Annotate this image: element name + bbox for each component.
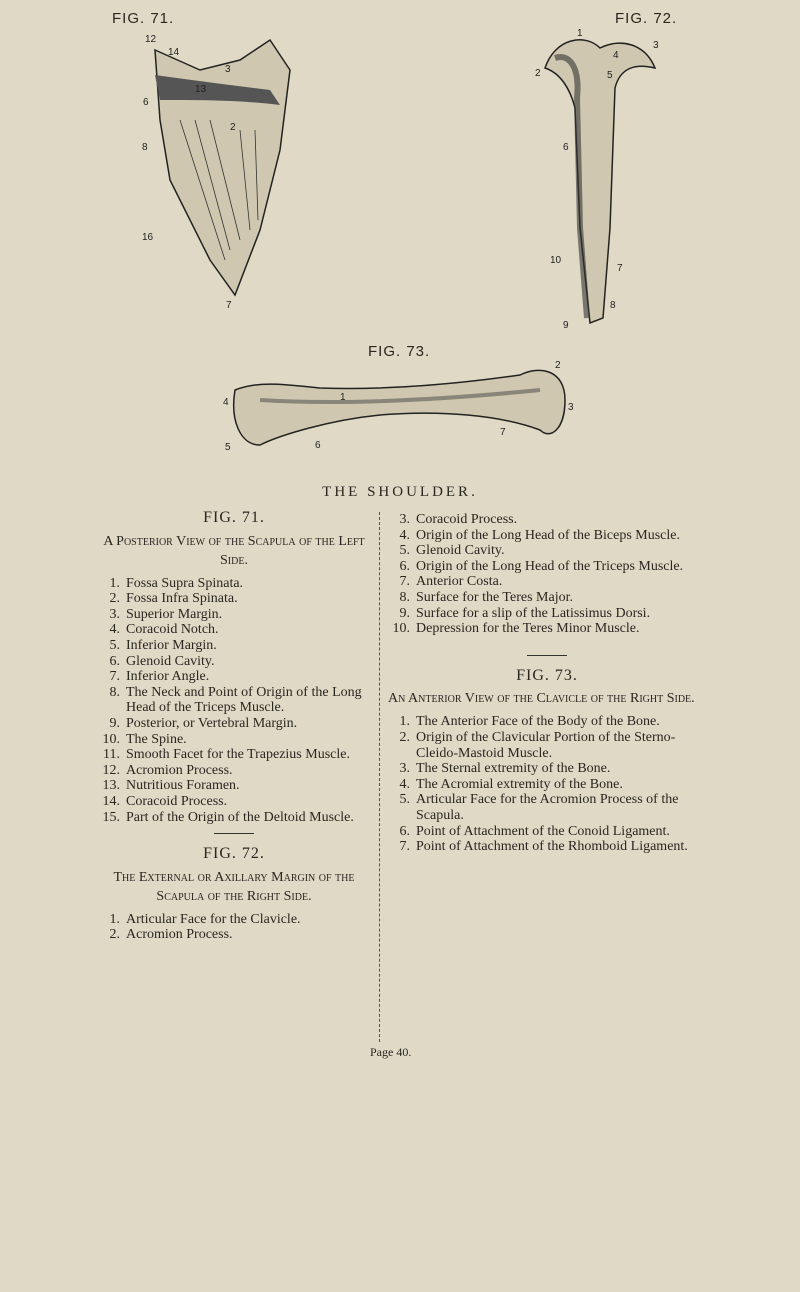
list-item: [98, 685, 370, 716]
svg-text:12: 12: [145, 34, 157, 45]
item-text: Point of Attachment of the Conoid Ligament.: [416, 823, 670, 839]
svg-text:8: 8: [610, 300, 616, 311]
item-number: 8.: [399, 589, 410, 605]
svg-text:1: 1: [577, 28, 583, 39]
list-item: [388, 730, 706, 761]
item-number: 13.: [102, 778, 120, 794]
item-number: 6.: [399, 823, 410, 839]
item-text: Glenoid Cavity.: [416, 543, 505, 559]
item-text: Nutritious Foramen.: [126, 778, 240, 794]
list-item: [98, 927, 370, 943]
item-number: 3.: [399, 512, 410, 527]
list-item: [388, 574, 706, 590]
item-text: The Spine.: [126, 731, 187, 747]
item-text: The Neck and Point of Origin of the Long Head of the Triceps Muscle.: [126, 684, 362, 716]
list-item: [388, 714, 706, 730]
item-text: Posterior, or Vertebral Margin.: [126, 715, 298, 731]
section-rule: [527, 655, 567, 656]
item-number: 5.: [399, 543, 410, 559]
item-number: 1.: [109, 575, 120, 591]
fig71-label: FIG. 71.: [112, 10, 175, 27]
list-item: [98, 654, 370, 670]
running-title: THE SHOULDER.: [322, 484, 478, 500]
svg-text:1: 1: [340, 392, 346, 403]
svg-text:13: 13: [195, 84, 207, 95]
item-text: Fossa Infra Spinata.: [126, 591, 238, 607]
item-text: Glenoid Cavity.: [126, 653, 215, 669]
item-text: Part of the Origin of the Deltoid Muscle.: [126, 809, 354, 825]
item-number: 2.: [399, 729, 410, 745]
svg-text:7: 7: [500, 427, 506, 438]
item-text: Coracoid Process.: [126, 793, 228, 809]
page-number: Page 40.: [370, 1045, 412, 1059]
fig72-title: The External or Axillary Margin of the Scapula of the Right Side.: [113, 869, 355, 904]
svg-text:5: 5: [607, 70, 613, 81]
list-item: [98, 591, 370, 607]
svg-text:2: 2: [230, 122, 236, 133]
item-number: 5.: [399, 792, 410, 808]
scapula-posterior-illustration: [140, 30, 300, 310]
item-number: 15.: [102, 809, 120, 825]
item-number: 4.: [399, 776, 410, 792]
item-text: Fossa Supra Spinata.: [126, 575, 244, 591]
item-number: 14.: [102, 793, 120, 809]
item-text: Smooth Facet for the Trapezius Muscle.: [126, 747, 350, 763]
list-item: [388, 839, 706, 855]
item-text: Depression for the Teres Minor Muscle.: [416, 621, 640, 637]
item-number: 6.: [109, 653, 120, 669]
svg-text:8: 8: [142, 142, 148, 153]
list-item: [98, 794, 370, 810]
svg-text:4: 4: [223, 397, 229, 408]
item-number: 10.: [102, 731, 120, 747]
list-item: [388, 590, 706, 606]
section-rule: [214, 833, 254, 834]
list-item: [388, 792, 706, 823]
list-item: [388, 528, 706, 544]
item-number: 7.: [109, 669, 120, 685]
list-item: [388, 824, 706, 840]
list-item: [98, 778, 370, 794]
svg-text:4: 4: [613, 50, 619, 61]
scapula-axillary-illustration: [525, 28, 675, 333]
item-text: Point of Attachment of the Rhomboid Ligament.: [416, 839, 688, 855]
fig73-title: An Anterior View of the Clavicle of the Right Side.: [388, 691, 695, 707]
list-item: [98, 638, 370, 654]
list-item: [388, 621, 706, 637]
list-item: [98, 576, 370, 592]
item-text: Articular Face for the Acromion Process of the Scapula.: [416, 792, 679, 823]
fig72-heading: FIG. 72.: [203, 845, 265, 863]
fig73-heading: FIG. 73.: [516, 666, 578, 684]
svg-text:6: 6: [315, 440, 321, 451]
list-item: [388, 543, 706, 559]
fig71-title: A Posterior View of the Scapula of the Left Side.: [103, 533, 365, 568]
item-number: 10.: [392, 621, 410, 637]
item-text: The Acromial extremity of the Bone.: [416, 776, 623, 792]
item-number: 7.: [399, 574, 410, 590]
list-item: [98, 810, 370, 826]
item-number: 11.: [103, 747, 120, 763]
item-text: Surface for a slip of the Latissimus Dorsi.: [416, 605, 651, 621]
item-text: Inferior Margin.: [126, 637, 217, 653]
item-text: Acromion Process.: [126, 762, 233, 778]
svg-text:7: 7: [617, 263, 623, 274]
item-number: 2.: [109, 927, 120, 943]
list-item: [98, 912, 370, 928]
svg-text:3: 3: [225, 64, 231, 75]
item-text: The Sternal extremity of the Bone.: [416, 761, 611, 777]
svg-text:14: 14: [168, 47, 180, 58]
svg-text:6: 6: [563, 142, 569, 153]
item-number: 9.: [399, 605, 410, 621]
item-text: Coracoid Notch.: [126, 622, 219, 638]
item-number: 7.: [399, 839, 410, 855]
item-number: 5.: [109, 637, 120, 653]
list-item: [98, 669, 370, 685]
svg-text:9: 9: [563, 320, 569, 331]
list-item: [98, 716, 370, 732]
list-item: [388, 512, 706, 528]
list-item: [98, 732, 370, 748]
svg-text:6: 6: [143, 97, 149, 108]
list-item: [98, 607, 370, 623]
item-number: 6.: [399, 558, 410, 574]
item-text: Anterior Costa.: [416, 574, 503, 590]
item-text: Surface for the Teres Major.: [416, 589, 573, 605]
left-column: [98, 510, 370, 943]
item-number: 9.: [109, 715, 120, 731]
list-item: [98, 763, 370, 779]
item-text: Origin of the Long Head of the Triceps Muscle.: [416, 558, 684, 574]
column-divider: [379, 512, 380, 1042]
item-number: 1.: [109, 911, 120, 927]
item-text: Acromion Process.: [126, 927, 233, 943]
right-column: [388, 512, 706, 855]
fig73-label: FIG. 73.: [368, 343, 431, 360]
svg-text:3: 3: [653, 40, 659, 51]
svg-text:7: 7: [226, 300, 232, 310]
list-item: [388, 559, 706, 575]
item-number: 1.: [399, 714, 410, 730]
clavicle-anterior-illustration: [220, 360, 580, 470]
item-number: 4.: [399, 527, 410, 543]
item-text: Origin of the Long Head of the Biceps Muscle.: [416, 527, 680, 543]
svg-text:2: 2: [535, 68, 541, 79]
item-number: 12.: [102, 762, 120, 778]
fig71-heading: FIG. 71.: [203, 509, 265, 526]
item-text: The Anterior Face of the Body of the Bone.: [416, 714, 660, 730]
fig72-label: FIG. 72.: [615, 10, 678, 27]
item-text: Superior Margin.: [126, 606, 223, 622]
list-item: [388, 761, 706, 777]
list-item: [388, 777, 706, 793]
item-number: 3.: [399, 761, 410, 777]
list-item: [388, 606, 706, 622]
list-item: [98, 622, 370, 638]
item-number: 4.: [109, 622, 120, 638]
item-text: Origin of the Clavicular Portion of the Sterno-Cleido-Mastoid Muscle.: [416, 729, 676, 761]
item-text: Articular Face for the Clavicle.: [126, 911, 301, 927]
svg-text:5: 5: [225, 442, 231, 453]
svg-text:16: 16: [142, 232, 154, 243]
svg-text:3: 3: [568, 402, 574, 413]
svg-text:10: 10: [550, 255, 562, 266]
item-number: 8.: [109, 684, 120, 700]
item-number: 3.: [109, 606, 120, 622]
item-text: Inferior Angle.: [126, 669, 210, 685]
list-item: [98, 747, 370, 763]
item-number: 2.: [109, 591, 120, 607]
item-text: Coracoid Process.: [416, 512, 518, 527]
svg-text:2: 2: [555, 360, 561, 371]
